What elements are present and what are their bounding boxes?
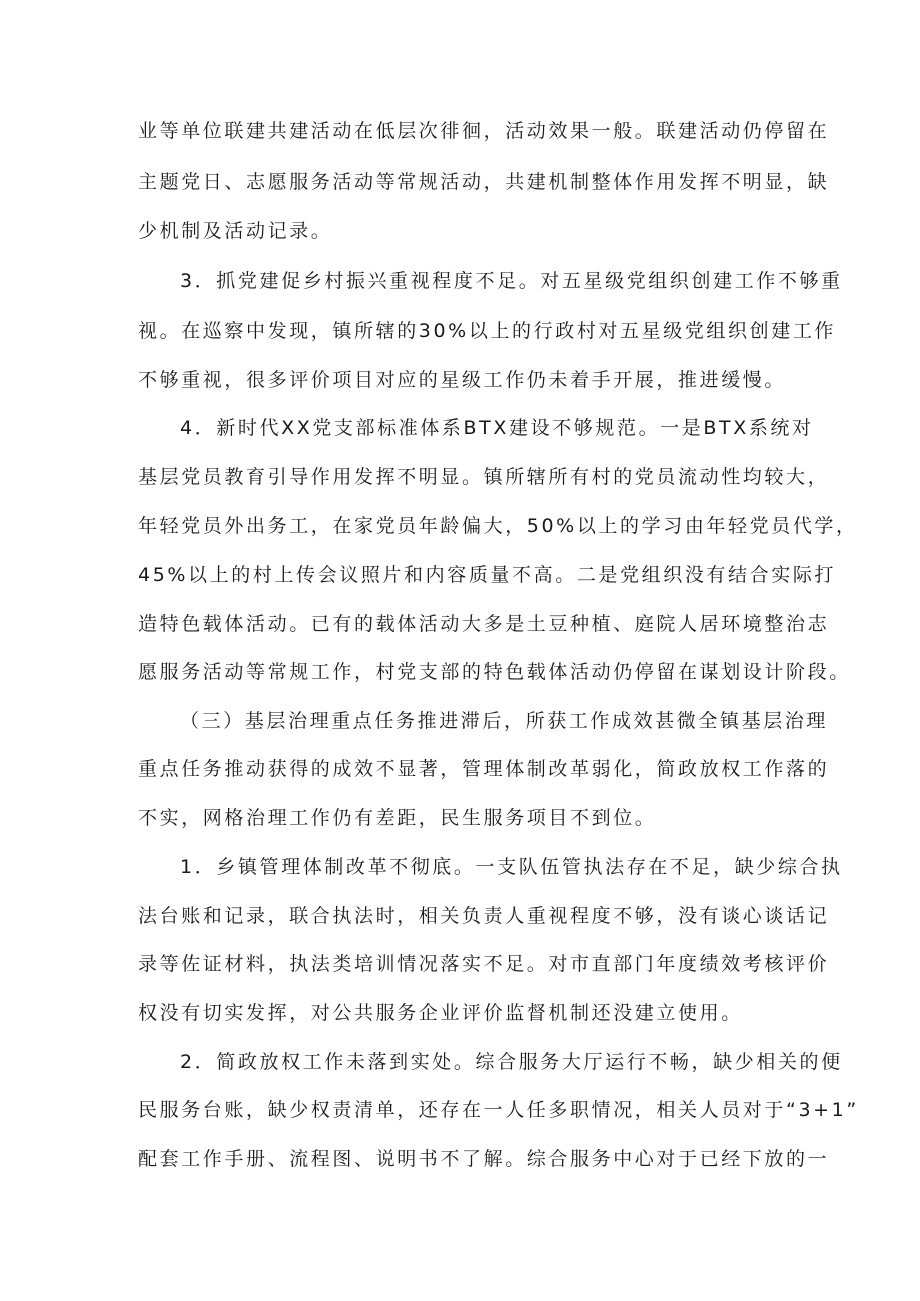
text-line: 造特色载体活动。已有的载体活动大多是土豆种植、庭院人居环境整治志 — [138, 613, 830, 635]
text-line: 少机制及活动记录。 — [138, 220, 333, 242]
text-line: 法台账和记录，联合执法时，相关负责人重视程度不够，没有谈心谈话记 — [138, 905, 830, 927]
text-line: 民服务台账，缺少权责清单，还存在一人任多职情况，相关人员对于“3+1” — [138, 1099, 859, 1121]
text-line: 视。在巡察中发现，镇所辖的30%以上的行政村对五星级党组织创建工作 — [138, 320, 837, 342]
text-line: 重点任务推动获得的成效不显著，管理体制改革弱化，简政放权工作落的 — [138, 758, 830, 780]
text-line: 愿服务活动等常规工作，村党支部的特色载体活动仍停留在谋划设计阶段。 — [138, 661, 851, 683]
text-line: 年轻党员外出务工，在家党员年龄偏大，50%以上的学习由年轻党员代学， — [138, 515, 858, 537]
text-line: 主题党日、志愿服务活动等常规活动，共建机制整体作用发挥不明显，缺 — [138, 171, 830, 193]
paragraph-heading-2: 2．简政放权工作未落到实处。综合服务大厅运行不畅，缺少相关的便 — [180, 1051, 843, 1073]
text-line: 不实，网格治理工作仍有差距，民生服务项目不到位。 — [138, 807, 657, 829]
text-line: 录等佐证材料，执法类培训情况落实不足。对市直部门年度绩效考核评价 — [138, 953, 830, 975]
section-heading-3: （三）基层治理重点任务推进滞后，所获工作成效甚微全镇基层治理 — [180, 710, 829, 732]
text-line: 业等单位联建共建活动在低层次徘徊，活动效果一般。联建活动仍停留在 — [138, 120, 830, 142]
paragraph-heading-4: 4．新时代XX党支部标准体系BTX建设不够规范。一是BTX系统对 — [180, 417, 814, 439]
text-line: 配套工作手册、流程图、说明书不了解。综合服务中心对于已经下放的一 — [138, 1148, 830, 1170]
text-line: 45%以上的村上传会议照片和内容质量不高。二是党组织没有结合实际打 — [138, 564, 837, 586]
paragraph-heading-3: 3．抓党建促乡村振兴重视程度不足。对五星级党组织创建工作不够重 — [180, 270, 843, 292]
text-line: 权没有切实发挥，对公共服务企业评价监督机制还没建立使用。 — [138, 1002, 743, 1024]
paragraph-heading-1: 1．乡镇管理体制改革不彻底。一支队伍管执法存在不足，缺少综合执 — [180, 856, 843, 878]
text-line: 不够重视，很多评价项目对应的星级工作仍未着手开展，推进缓慢。 — [138, 369, 787, 391]
text-line: 基层党员教育引导作用发挥不明显。镇所辖所有村的党员流动性均较大， — [138, 466, 830, 488]
